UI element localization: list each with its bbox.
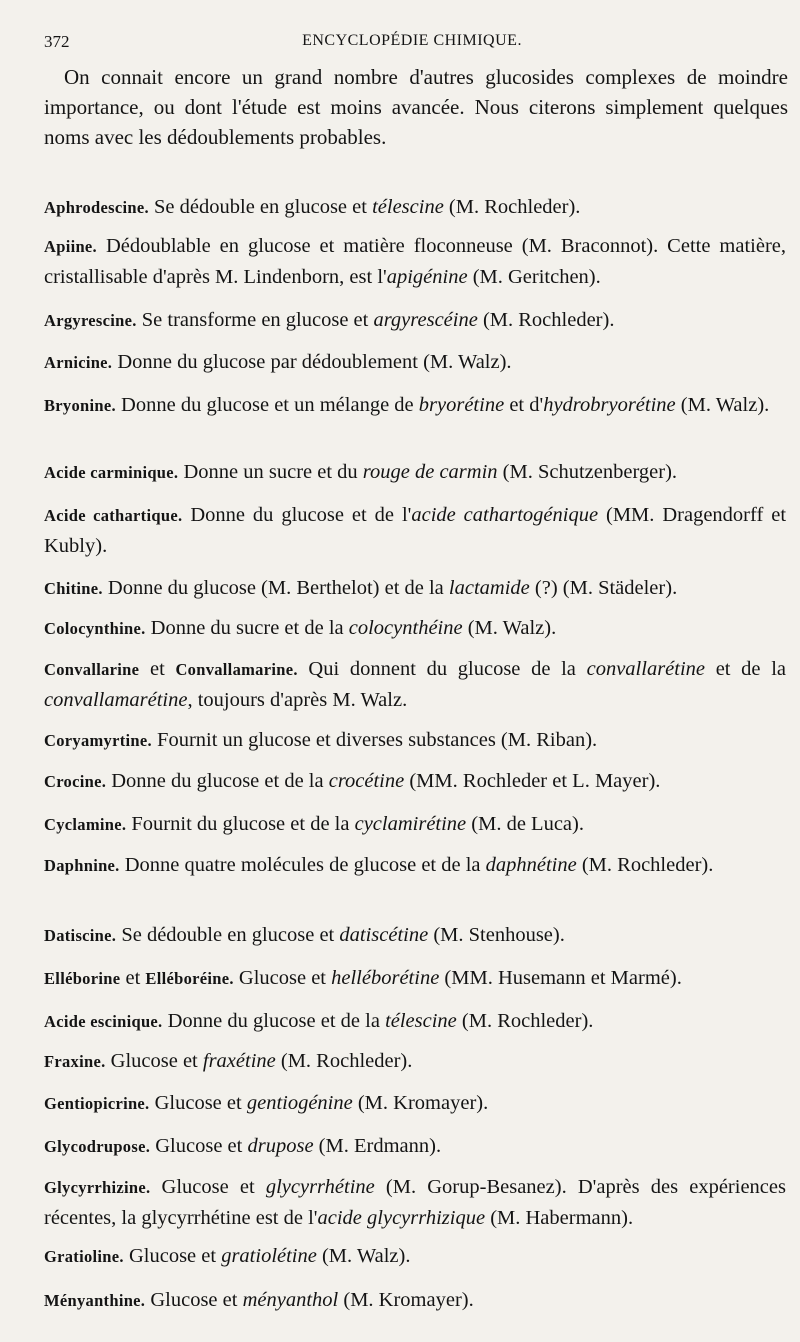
glucoside-entry: Apiine. Dédoublable en glucose et matière floconneuse (M. Braconnot). Cette matière, cristallisable d'après M. Lindenborn, est l'apigénine (M. Geritchen). [44, 235, 786, 288]
entry-name: Colocynthine. [44, 619, 146, 638]
entry-name: Gentiopicrine. [44, 1094, 150, 1113]
glucoside-entry: Gentiopicrine. Glucose et gentiogénine (M. Kromayer). [44, 1092, 489, 1114]
entry-name: Acide escinique. [44, 1012, 163, 1031]
entry-name: Bryonine. [44, 396, 116, 415]
glucoside-entry: Gratioline. Glucose et gratiolétine (M. Walz). [44, 1245, 411, 1267]
glucoside-entry: Arnicine. Donne du glucose par dédoublement (M. Walz). [44, 351, 512, 373]
entry-name: Argyrescine. [44, 311, 137, 330]
glucoside-entry: Acide carminique. Donne un sucre et du rouge de carmin (M. Schutzenberger). [44, 461, 678, 483]
glucoside-entry: Acide escinique. Donne du glucose et de la télescine (M. Rochleder). [44, 1010, 594, 1032]
entry-name: Convallarine [44, 660, 140, 679]
glucoside-entry: Bryonine. Donne du glucose et un mélange de bryorétine et d'hydrobryorétine (M. Walz). [44, 394, 770, 416]
glucoside-entry: Ményanthine. Glucose et ményanthol (M. Kromayer). [44, 1289, 474, 1311]
entry-name: Cyclamine. [44, 815, 127, 834]
running-title: ENCYCLOPÉDIE CHIMIQUE. [302, 32, 522, 49]
entry-name: Daphnine. [44, 856, 120, 875]
glucoside-entry: Argyrescine. Se transforme en glucose et argyrescéine (M. Rochleder). [44, 309, 615, 331]
glucoside-entry: Colocynthine. Donne du sucre et de la colocynthéine (M. Walz). [44, 617, 557, 639]
entry-name: Glycodrupose. [44, 1137, 151, 1156]
entry-name: Crocine. [44, 772, 107, 791]
glucoside-entry: Chitine. Donne du glucose (M. Berthelot) et de la lactamide (?) (M. Städeler). [44, 577, 678, 599]
entry-name-2: Elléboréine. [145, 969, 234, 988]
page-number: 372 [44, 32, 70, 51]
entry-name: Acide carminique. [44, 463, 179, 482]
glucoside-entry: Crocine. Donne du glucose et de la crocétine (MM. Rochleder et L. Mayer). [44, 770, 661, 792]
glucoside-entry: Aphrodescine. Se dédouble en glucose et télescine (M. Rochleder). [44, 196, 581, 218]
entry-name: Chitine. [44, 579, 103, 598]
entry-name: Datiscine. [44, 926, 117, 945]
entry-name: Elléborine [44, 969, 121, 988]
glucoside-entry: Glycodrupose. Glucose et drupose (M. Erdmann). [44, 1135, 442, 1157]
entry-name: Aphrodescine. [44, 198, 149, 217]
entry-name: Coryamyrtine. [44, 731, 152, 750]
glucoside-entry: Convallarine et Convallamarine. Qui donnent du glucose de la convallarétine et de la convallamarétine, toujours d'après M. Walz. [44, 658, 787, 711]
page-header [44, 32, 780, 56]
entry-name: Apiine. [44, 237, 97, 256]
entry-name: Fraxine. [44, 1052, 106, 1071]
entry-name: Acide cathartique. [44, 506, 183, 525]
glucoside-entry: Daphnine. Donne quatre molécules de glucose et de la daphnétine (M. Rochleder). [44, 854, 714, 876]
entry-name-2: Convallamarine. [175, 660, 298, 679]
glucoside-entry: Glycyrrhizine. Glucose et glycyrrhétine (M. Gorup-Besanez). D'après des expériences récentes, la glycyrrhétine est de l'acide glycyrrhizique (M. Habermann). [44, 1176, 786, 1229]
entry-name: Ményanthine. [44, 1291, 146, 1310]
intro-paragraph: On connait encore un grand nombre d'autres glucosides complexes de moindre importance, ou dont l'étude est moins avancée. Nous citerons simplement quelques noms avec les dédoublements probables. [44, 65, 788, 149]
entry-name: Glycyrrhizine. [44, 1178, 151, 1197]
glucoside-entry: Acide cathartique. Donne du glucose et de l'acide cathartogénique (MM. Dragendorff et Kubly). [44, 504, 787, 557]
entry-name: Arnicine. [44, 353, 113, 372]
glucoside-entry: Coryamyrtine. Fournit un glucose et diverses substances (M. Riban). [44, 729, 598, 751]
glucoside-entry: Fraxine. Glucose et fraxétine (M. Rochleder). [44, 1050, 413, 1072]
glucoside-entry: Elléborine et Elléboréine. Glucose et helléborétine (MM. Husemann et Marmé). [44, 967, 682, 989]
glucoside-entry: Datiscine. Se dédouble en glucose et datiscétine (M. Stenhouse). [44, 924, 565, 946]
entry-name: Gratioline. [44, 1247, 124, 1266]
glucoside-entry: Cyclamine. Fournit du glucose et de la cyclamirétine (M. de Luca). [44, 813, 584, 835]
